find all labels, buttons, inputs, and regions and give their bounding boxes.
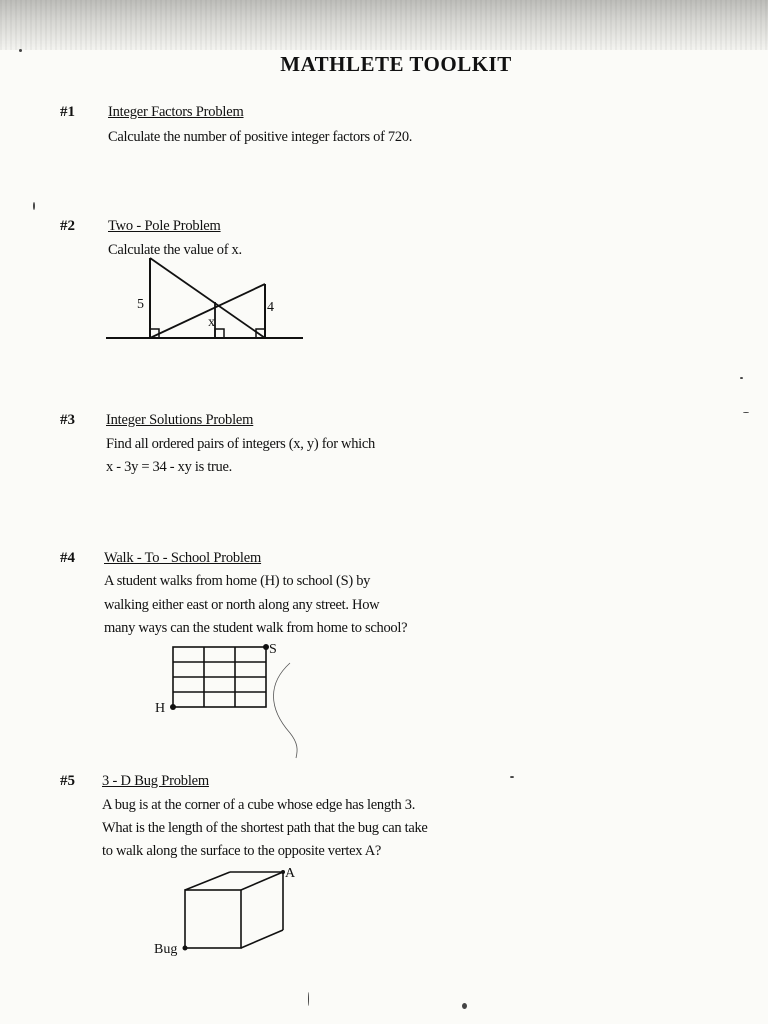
bug-label: Bug [154, 942, 178, 957]
scan-speck [462, 1003, 467, 1009]
right-height-label: 4 [267, 300, 274, 315]
problem-text: Calculate the number of positive integer factors of 720. [108, 129, 413, 145]
problem-title: Integer Solutions Problem [106, 412, 254, 428]
problem-text: many ways can the student walk from home to school? [104, 620, 408, 636]
scan-shading [0, 0, 768, 50]
scan-speck [740, 377, 743, 379]
problem-title: Two - Pole Problem [108, 218, 221, 234]
problem-title: Integer Factors Problem [108, 104, 244, 120]
problem-title: Walk - To - School Problem [104, 550, 262, 566]
page-title: MATHLETE TOOLKIT [280, 52, 512, 76]
problem-number: #1 [60, 104, 75, 120]
problem-number: #5 [60, 773, 75, 789]
vertex-label: A [285, 866, 296, 881]
problem-number: #4 [60, 550, 75, 566]
bug-point [183, 946, 188, 951]
scan-speck [743, 412, 749, 413]
cube-diagram [150, 862, 310, 962]
problem-text: Find all ordered pairs of integers (x, y) for which [106, 436, 375, 452]
problem-number: #3 [60, 412, 75, 428]
scan-speck [308, 992, 309, 1006]
problem-text: Calculate the value of x. [108, 242, 242, 258]
problem-text: A student walks from home (H) to school (S) by [104, 573, 371, 589]
school-label: S [269, 642, 277, 657]
scan-speck [510, 776, 514, 778]
problem-text: x - 3y = 34 - xy is true. [106, 459, 232, 475]
street-grid-diagram [150, 638, 300, 758]
problem-text: What is the length of the shortest path that the bug can take [102, 820, 428, 836]
problem-title: 3 - D Bug Problem [102, 773, 209, 789]
problem-text: to walk along the surface to the opposite vertex A? [102, 843, 382, 859]
home-label: H [155, 701, 166, 716]
problem-number: #2 [60, 218, 75, 234]
problem-text: walking either east or north along any street. How [104, 597, 380, 613]
two-pole-diagram [100, 250, 310, 350]
home-point [170, 704, 176, 710]
left-height-label: 5 [137, 297, 144, 312]
scan-speck [33, 202, 35, 210]
problem-text: A bug is at the corner of a cube whose edge has length 3. [102, 797, 416, 813]
unknown-label: x [208, 315, 215, 330]
